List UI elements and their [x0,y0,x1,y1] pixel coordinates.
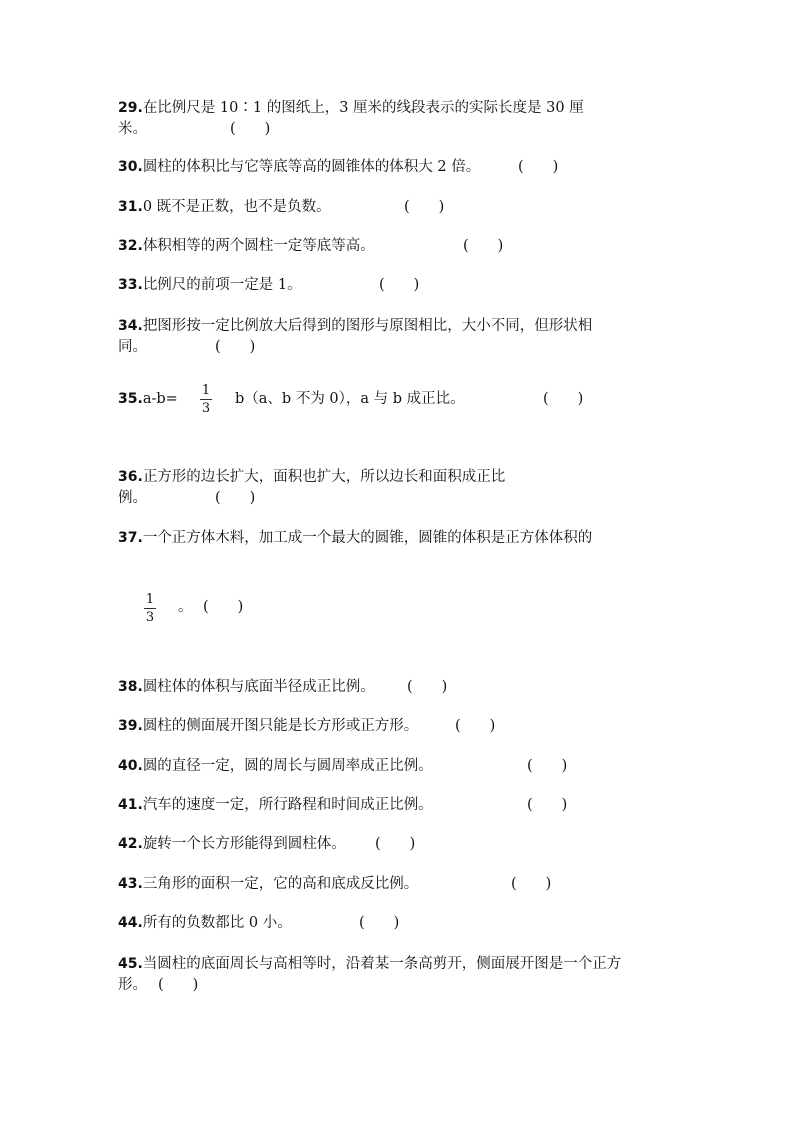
answer-blank[interactable]: ( ) [455,718,496,734]
question-text: 体积相等的两个圆柱一定等底等高。 [142,238,375,254]
question-text-cont: 形。 [118,977,147,993]
question-number: 31. [118,199,143,215]
question-41 [118,794,433,816]
question-number: 35. [118,391,143,407]
question-text: 。 [178,599,193,615]
question-text: 圆的直径一定，圆的周长与圆周率成正比例。 [142,758,433,774]
question-number: 36. [118,469,143,485]
question-33 [118,274,302,296]
question-text: 旋转一个长方形能得到圆柱体。 [142,836,346,852]
question-number: 38. [118,679,143,695]
answer-blank[interactable]: ( ) [375,836,416,852]
fraction-denominator: 3 [201,401,211,416]
question-text: 圆柱的体积比与它等底等高的圆锥体的体积大 2 倍。 [142,159,481,175]
question-number: 32. [118,238,143,254]
question-37-post [178,596,193,618]
question-number: 44. [118,915,143,931]
answer-blank[interactable]: ( ) [215,339,256,355]
question-text-cont: 米。 [118,121,147,137]
question-number: 45. [118,956,143,972]
answer-blank[interactable]: ( ) [463,238,504,254]
question-text: 三角形的面积一定，它的高和底成反比例。 [142,876,419,892]
question-number: 41. [118,797,143,813]
question-number: 39. [118,718,143,734]
question-number: 30. [118,159,143,175]
answer-blank[interactable]: ( ) [215,490,256,506]
answer-blank[interactable]: ( ) [230,121,271,137]
question-44 [118,912,292,934]
question-40 [118,755,433,777]
answer-blank[interactable]: ( ) [404,199,445,215]
fraction [199,383,213,416]
question-number: 37. [118,530,143,546]
question-35-post [235,388,465,410]
question-text: 当圆柱的底面周长与高相等时，沿着某一条高剪开，侧面展开图是一个正方 [142,956,622,972]
question-37 [118,527,592,549]
fraction-numerator: 1 [201,383,211,398]
question-text: 把图形按一定比例放大后得到的图形与原图相比，大小不同，但形状相 [142,318,593,334]
answer-blank[interactable]: ( ) [359,915,400,931]
question-30 [118,156,480,178]
fraction-bar [200,399,212,400]
question-number: 40. [118,758,143,774]
answer-blank[interactable]: ( ) [379,277,420,293]
question-42 [118,833,346,855]
question-29 [118,97,584,119]
answer-blank[interactable]: ( ) [518,159,559,175]
question-number: 29. [118,100,143,116]
question-45-line2 [118,974,147,996]
answer-blank[interactable]: ( ) [203,599,244,615]
question-text: 圆柱体的体积与底面半径成正比例。 [142,679,375,695]
question-45 [118,953,621,975]
question-text-cont: 同。 [118,339,147,355]
question-34 [118,315,592,337]
question-43 [118,873,418,895]
fraction-bar [144,608,156,609]
question-text: 正方形的边长扩大，面积也扩大，所以边长和面积成正比 [142,469,506,485]
question-text: 汽车的速度一定，所行路程和时间成正比例。 [142,797,433,813]
fraction [143,592,157,625]
question-number: 34. [118,318,143,334]
question-35 [118,388,178,410]
question-text-cont: 例。 [118,490,147,506]
question-31 [118,196,331,218]
question-29-line2 [118,118,147,140]
question-36 [118,466,505,488]
question-number: 42. [118,836,143,852]
question-32 [118,235,375,257]
answer-blank[interactable]: ( ) [511,876,552,892]
question-36-line2 [118,487,147,509]
answer-blank[interactable]: ( ) [158,977,199,993]
question-number: 43. [118,876,143,892]
answer-blank[interactable]: ( ) [407,679,448,695]
question-text: 比例尺的前项一定是 1。 [142,277,302,293]
question-text: 所有的负数都比 0 小。 [142,915,292,931]
question-39 [118,715,418,737]
question-number: 33. [118,277,143,293]
answer-blank[interactable]: ( ) [543,391,584,407]
question-text: 在比例尺是 10∶1 的图纸上，3 厘米的线段表示的实际长度是 30 厘 [142,100,584,116]
question-34-line2 [118,336,147,358]
question-text: b（a、b 不为 0），a 与 b 成正比。 [235,391,465,407]
question-text: 一个正方体木料，加工成一个最大的圆锥，圆锥的体积是正方体体积的 [142,530,593,546]
question-text: 圆柱的侧面展开图只能是长方形或正方形。 [142,718,419,734]
fraction-numerator: 1 [145,592,155,607]
question-38 [118,676,375,698]
fraction-denominator: 3 [145,610,155,625]
question-text-pre: a-b= [142,391,178,407]
question-text: 0 既不是正数，也不是负数。 [142,199,331,215]
answer-blank[interactable]: ( ) [527,758,568,774]
answer-blank[interactable]: ( ) [527,797,568,813]
